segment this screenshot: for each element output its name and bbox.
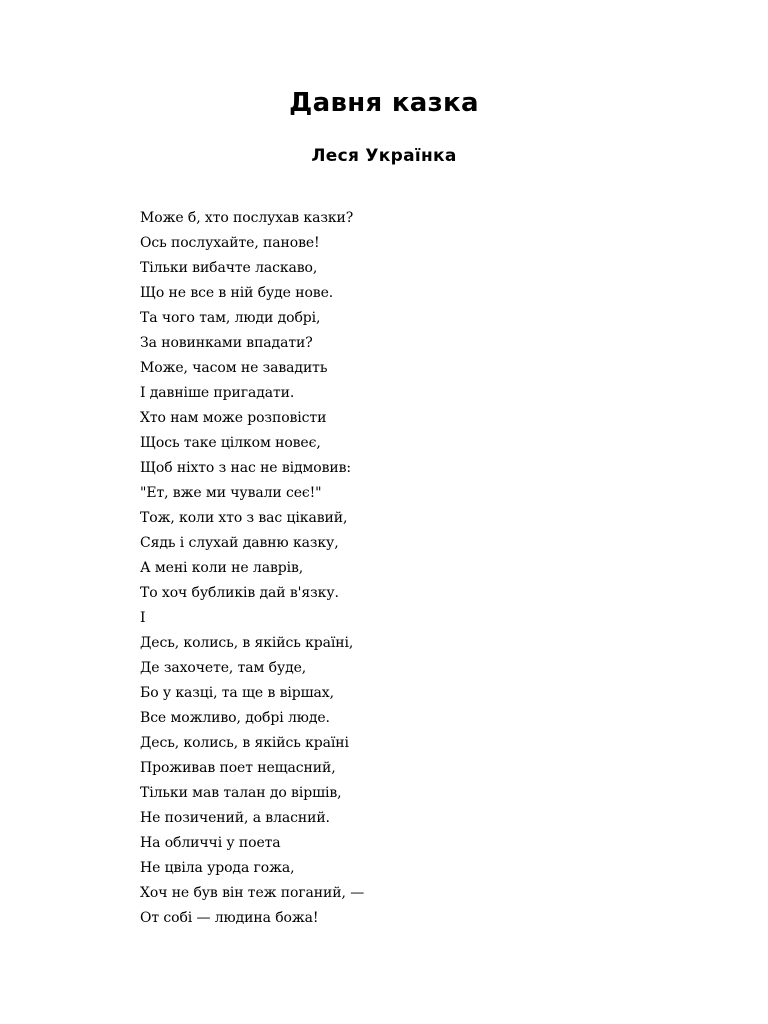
poem-line: Десь, колись, в якійсь країні <box>140 735 349 751</box>
poem-line: Хто нам може розповісти <box>140 410 327 426</box>
poem-line: Щоб ніхто з нас не відмовив: <box>140 460 352 476</box>
poem-line: Щось таке цілком новеє, <box>140 435 321 451</box>
poem-line: Може, часом не завадить <box>140 360 328 376</box>
poem-line: От собі — людина божа! <box>140 910 319 926</box>
poem-line: Не цвіла урода гожа, <box>140 860 295 876</box>
poem-line: Ось послухайте, панове! <box>140 235 320 251</box>
poem-line: Може б, хто послухав казки? <box>140 210 354 226</box>
poem-text <box>140 206 364 931</box>
poem-line: Де захочете, там буде, <box>140 660 307 676</box>
poem-line: Тільки мав талан до віршів, <box>140 785 342 801</box>
poem-line: І давніше пригадати. <box>140 385 295 401</box>
author-name: Леся Українка <box>311 146 457 166</box>
poem-line: Сядь і слухай давню казку, <box>140 535 339 551</box>
poem-line: Десь, колись, в якійсь країні, <box>140 635 354 651</box>
poem-line: На обличчі у поета <box>140 835 281 851</box>
poem-line: А мені коли не лаврів, <box>140 560 304 576</box>
poem-line: Все можливо, добрі люде. <box>140 710 330 726</box>
poem-line: То хоч бубликів дай в'язку. <box>140 585 339 601</box>
poem-line: Не позичений, а власний. <box>140 810 330 826</box>
poem-line: За новинками впадати? <box>140 335 313 351</box>
poem-line: Проживав поет нещасний, <box>140 760 336 776</box>
poem-line: Бо у казці, та ще в віршах, <box>140 685 334 701</box>
poem-line: Та чого там, люди добрі, <box>140 310 321 326</box>
poem-line: "Ет, вже ми чували сеє!" <box>140 485 322 501</box>
poem-line: Тож, коли хто з вас цікавий, <box>140 510 348 526</box>
poem-line: Хоч не був він теж поганий, — <box>140 885 365 901</box>
poem-line: Тільки вибачте ласкаво, <box>140 260 318 276</box>
poem-line: I <box>140 610 146 626</box>
page-title: Давня казка <box>289 88 479 118</box>
poem-line: Що не все в ній буде нове. <box>140 285 334 301</box>
